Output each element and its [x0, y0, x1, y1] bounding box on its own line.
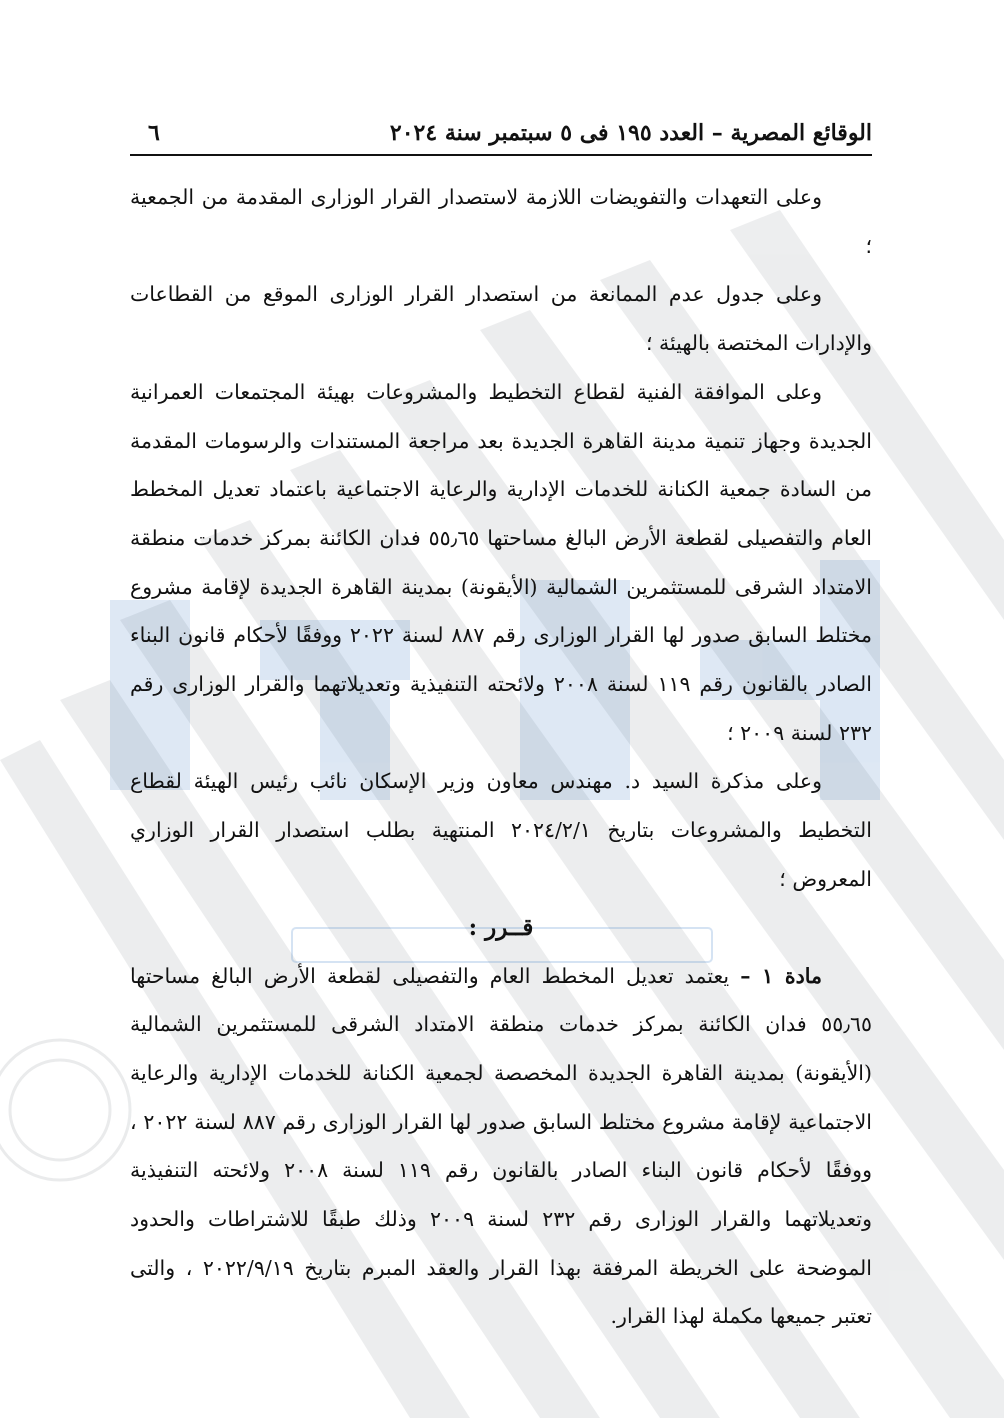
- paragraph-no-objection: وعلى جدول عدم الممانعة من استصدار القرار الوزارى الموقع من القطاعات والإدارات المختصة بالهيئة ؛: [130, 282, 872, 356]
- article-text: يعتمد تعديل المخطط العام والتفصيلى لقطعة الأرض البالغ مساحتها ٥٥٫٦٥ فدان الكائنة بمركز خدمات منطقة الامتداد الشرقى للمستثمرين الشمالية (الأيقونة) بمدينة القاهرة الجديدة المخصصة لجمعية الكنانة للخدمات الإدارية والرعاية الاجتماعية لإقامة مشروع مختلط السابق صدور لها القرار الوزارى رقم ٨٨٧ لسنة ٢٠٢٢ ، ووفقًا لأحكام قانون البناء الصادر بالقانون رقم ١١٩ لسنة ٢٠٠٨ ولائحته التنفيذية وتعديلاتهما والقرار الوزارى رقم ٢٣٢ لسنة ٢٠٠٩ وذلك طبقًا للاشتراطات والحدود الموضحة على الخريطة المرفقة بهذا القرار والعقد المبرم بتاريخ ٢٠٢٢/٩/١٩ ، والتى تعتبر جميعها مكملة لهذا القرار.: [130, 963, 872, 1329]
- document-page: [130, 108, 872, 1341]
- paragraph-undertakings: وعلى التعهدات والتفويضات اللازمة لاستصدار القرار الوزارى المقدمة من الجمعية ؛: [130, 185, 872, 258]
- article-1: [130, 952, 872, 1342]
- page-header: [130, 108, 872, 156]
- paragraph-memo: وعلى مذكرة السيد د. مهندس معاون وزير الإسكان نائب رئيس الهيئة لقطاع التخطيط والمشروعات بتاريخ ٢٠٢٤/٢/١ المنتهية بطلب استصدار القرار الوزاري المعروض ؛: [130, 769, 872, 891]
- article-label: مادة ١ –: [740, 963, 823, 988]
- page-number: ٦: [148, 120, 160, 146]
- decision-heading: قــرر :: [468, 913, 534, 941]
- paragraph-technical-approval: وعلى الموافقة الفنية لقطاع التخطيط والمشروعات بهيئة المجتمعات العمرانية الجديدة وجهاز تنمية مدينة القاهرة الجديدة بعد مراجعة المستندات والرسومات المقدمة من السادة جمعية الكنانة للخدمات الإدارية والرعاية الاجتماعية باعتماد تعديل المخطط العام والتفصيلى لقطعة الأرض البالغ مساحتها ٥٥٫٦٥ فدان الكائنة بمركز خدمات منطقة الامتداد الشرقى للمستثمرين الشمالية (الأيقونة) بمدينة القاهرة الجديدة لإقامة مشروع مختلط السابق صدور لها القرار الوزارى رقم ٨٨٧ لسنة ٢٠٢٢ ووفقًا لأحكام قانون البناء الصادر بالقانون رقم ١١٩ لسنة ٢٠٠٨ ولائحته التنفيذية وتعديلاتهما والقرار الوزارى رقم ٢٣٢ لسنة ٢٠٠٩ ؛: [130, 379, 872, 745]
- header-title: الوقائع المصرية – العدد ١٩٥ فى ٥ سبتمبر سنة ٢٠٢٤: [389, 120, 872, 146]
